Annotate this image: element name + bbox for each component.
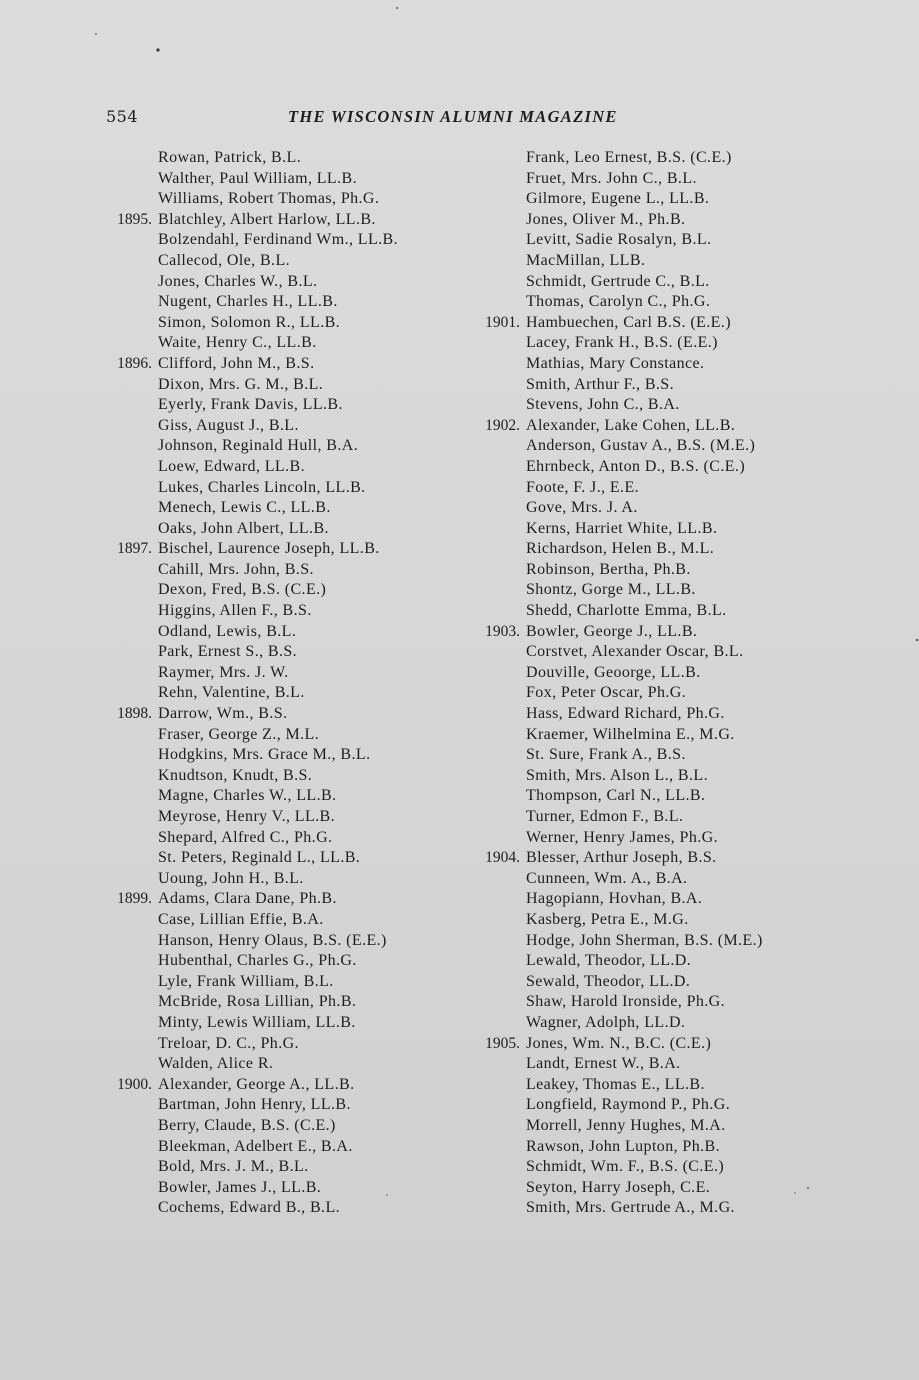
graduate-entry: Wagner, Adolph, LL.D. xyxy=(526,1013,686,1031)
graduate-entry: Hodge, John Sherman, B.S. (M.E.) xyxy=(526,931,763,949)
graduate-entry: Levitt, Sadie Rosalyn, B.L. xyxy=(526,231,712,249)
graduate-list xyxy=(158,210,448,354)
year-group xyxy=(98,889,448,1074)
graduate-list xyxy=(526,622,826,849)
graduate-list xyxy=(158,148,448,210)
graduate-entry: Kasberg, Petra E., M.G. xyxy=(526,910,689,928)
graduate-entry: Hambuechen, Carl B.S. (E.E.) xyxy=(526,313,731,331)
graduate-entry: Kraemer, Wilhelmina E., M.G. xyxy=(526,725,735,743)
graduate-entry: Shepard, Alfred C., Ph.G. xyxy=(158,828,333,846)
year-group xyxy=(466,313,826,416)
year-group xyxy=(98,1075,448,1219)
graduate-entry: Richardson, Helen B., M.L. xyxy=(526,540,715,558)
graduate-entry: Knudtson, Knudt, B.S. xyxy=(158,766,313,784)
graduate-entry: Foote, F. J., E.E. xyxy=(526,478,640,496)
graduate-entry: Treloar, D. C., Ph.G. xyxy=(158,1034,299,1052)
graduate-entry: Alexander, George A., LL.B. xyxy=(158,1075,355,1093)
graduate-entry: Magne, Charles W., LL.B. xyxy=(158,787,337,805)
graduate-entry: Shaw, Harold Ironside, Ph.G. xyxy=(526,993,726,1011)
graduate-entry: Berry, Claude, B.S. (C.E.) xyxy=(158,1116,336,1134)
graduate-entry: Walden, Alice R. xyxy=(158,1055,274,1073)
graduate-list xyxy=(526,313,826,416)
graduate-entry: Lyle, Frank William, B.L. xyxy=(158,972,334,990)
graduate-entry: Douville, Geoorge, LL.B. xyxy=(526,663,701,681)
graduate-entry: Bold, Mrs. J. M., B.L. xyxy=(158,1158,309,1176)
graduate-entry: Park, Ernest S., B.S. xyxy=(158,643,298,661)
graduate-entry: Waite, Henry C., LL.B. xyxy=(158,334,317,352)
graduate-entry: Anderson, Gustav A., B.S. (M.E.) xyxy=(526,437,756,455)
graduate-entry: Robinson, Bertha, Ph.B. xyxy=(526,560,691,578)
graduate-entry: Ehrnbeck, Anton D., B.S. (C.E.) xyxy=(526,457,746,475)
year-label: 1895. xyxy=(117,210,152,228)
graduate-entry: Uoung, John H., B.L. xyxy=(158,869,304,887)
graduate-entry: Loew, Edward, LL.B. xyxy=(158,457,305,475)
graduate-entry: Bolzendahl, Ferdinand Wm., LL.B. xyxy=(158,231,399,249)
graduate-entry: Morrell, Jenny Hughes, M.A. xyxy=(526,1116,726,1134)
graduate-entry: Thomas, Carolyn C., Ph.G. xyxy=(526,293,711,311)
graduate-entry: Bartman, John Henry, LL.B. xyxy=(158,1096,351,1114)
graduate-entry: Hanson, Henry Olaus, B.S. (E.E.) xyxy=(158,931,387,949)
graduate-entry: Dexon, Fred, B.S. (C.E.) xyxy=(158,581,327,599)
graduate-entry: Gove, Mrs. J. A. xyxy=(526,499,638,517)
graduate-entry: Smith, Mrs. Alson L., B.L. xyxy=(526,766,708,784)
graduate-list xyxy=(158,354,448,539)
graduate-entry: Nugent, Charles H., LL.B. xyxy=(158,293,338,311)
graduate-entry: Kerns, Harriet White, LL.B. xyxy=(526,519,718,537)
year-group xyxy=(98,148,448,210)
graduate-entry: Dixon, Mrs. G. M., B.L. xyxy=(158,375,324,393)
graduate-entry: Cochems, Edward B., B.L. xyxy=(158,1199,341,1217)
graduate-entry: McBride, Rosa Lillian, Ph.B. xyxy=(158,993,357,1011)
year-label: 1897. xyxy=(117,540,152,558)
year-label: 1903. xyxy=(485,622,520,640)
graduate-entry: Fraser, George Z., M.L. xyxy=(158,725,320,743)
year-label: 1896. xyxy=(117,354,152,372)
graduate-list xyxy=(158,539,448,704)
graduate-entry: Bleekman, Adelbert E., B.A. xyxy=(158,1137,353,1155)
year-group xyxy=(98,210,448,354)
graduate-list xyxy=(526,848,826,1033)
graduate-list xyxy=(158,704,448,889)
graduate-entry: Jones, Oliver M., Ph.B. xyxy=(526,210,686,228)
graduate-entry: Giss, August J., B.L. xyxy=(158,416,299,434)
graduate-list xyxy=(526,1034,826,1219)
page-header xyxy=(0,107,919,129)
graduate-entry: Williams, Robert Thomas, Ph.G. xyxy=(158,190,380,208)
graduate-entry: Bowler, George J., LL.B. xyxy=(526,622,698,640)
graduate-entry: Thompson, Carl N., LL.B. xyxy=(526,787,706,805)
graduate-entry: Jones, Wm. N., B.C. (C.E.) xyxy=(526,1034,712,1052)
graduate-entry: Adams, Clara Dane, Ph.B. xyxy=(158,890,337,908)
year-group xyxy=(466,848,826,1033)
graduate-list xyxy=(526,148,826,313)
year-label xyxy=(98,148,152,169)
graduate-entry: Blatchley, Albert Harlow, LL.B. xyxy=(158,210,376,228)
graduate-entry: Minty, Lewis William, LL.B. xyxy=(158,1013,356,1031)
graduate-entry: Bischel, Laurence Joseph, LL.B. xyxy=(158,540,380,558)
graduate-entry: Hagopiann, Hovhan, B.A. xyxy=(526,890,703,908)
graduate-entry: Bowler, James J., LL.B. xyxy=(158,1178,322,1196)
running-title: THE WISCONSIN ALUMNI MAGAZINE xyxy=(288,107,618,126)
graduate-entry: MacMillan, LLB. xyxy=(526,251,646,269)
graduate-entry: Cahill, Mrs. John, B.S. xyxy=(158,560,314,578)
graduate-entry: Seyton, Harry Joseph, C.E. xyxy=(526,1178,711,1196)
graduate-entry: Gilmore, Eugene L., LL.B. xyxy=(526,190,710,208)
graduate-entry: Corstvet, Alexander Oscar, B.L. xyxy=(526,643,744,661)
graduate-entry: Hubenthal, Charles G., Ph.G. xyxy=(158,952,357,970)
year-group xyxy=(466,148,826,313)
year-group xyxy=(466,416,826,622)
graduate-entry: Walther, Paul William, LL.B. xyxy=(158,169,357,187)
year-label: 1901. xyxy=(485,313,520,331)
graduate-list xyxy=(526,416,826,622)
graduate-entry: Simon, Solomon R., LL.B. xyxy=(158,313,341,331)
graduate-entry: Fox, Peter Oscar, Ph.G. xyxy=(526,684,687,702)
year-group xyxy=(466,622,826,849)
graduate-entry: Smith, Mrs. Gertrude A., M.G. xyxy=(526,1199,735,1217)
graduate-entry: Oaks, John Albert, LL.B. xyxy=(158,519,329,537)
graduate-entry: Schmidt, Wm. F., B.S. (C.E.) xyxy=(526,1158,725,1176)
graduate-entry: Alexander, Lake Cohen, LL.B. xyxy=(526,416,736,434)
graduate-entry: Blesser, Arthur Joseph, B.S. xyxy=(526,849,717,867)
left-column xyxy=(98,148,448,1219)
graduate-entry: Shontz, Gorge M., LL.B. xyxy=(526,581,696,599)
year-label: 1905. xyxy=(485,1034,520,1052)
year-group xyxy=(466,1034,826,1219)
graduate-entry: Fruet, Mrs. John C., B.L. xyxy=(526,169,697,187)
graduate-entry: Jones, Charles W., B.L. xyxy=(158,272,318,290)
graduate-entry: Rowan, Patrick, B.L. xyxy=(158,149,302,166)
graduate-entry: Callecod, Ole, B.L. xyxy=(158,251,291,269)
graduate-entry: St. Peters, Reginald L., LL.B. xyxy=(158,849,361,867)
year-label: 1898. xyxy=(117,705,152,723)
graduate-entry: Hass, Edward Richard, Ph.G. xyxy=(526,705,725,723)
graduate-entry: Lacey, Frank H., B.S. (E.E.) xyxy=(526,334,718,352)
year-label: 1900. xyxy=(117,1075,152,1093)
graduate-entry: Case, Lillian Effie, B.A. xyxy=(158,910,324,928)
graduate-entry: Darrow, Wm., B.S. xyxy=(158,705,288,723)
graduate-entry: Rawson, John Lupton, Ph.B. xyxy=(526,1137,720,1155)
graduate-entry: Longfield, Raymond P., Ph.G. xyxy=(526,1096,731,1114)
graduate-entry: Cunneen, Wm. A., B.A. xyxy=(526,869,688,887)
year-group xyxy=(98,704,448,889)
right-column xyxy=(466,148,826,1219)
graduate-entry: Landt, Ernest W., B.A. xyxy=(526,1055,681,1073)
year-label xyxy=(466,148,520,169)
graduate-entry: Frank, Leo Ernest, B.S. (C.E.) xyxy=(526,149,732,166)
year-group xyxy=(98,354,448,539)
year-label: 1899. xyxy=(117,890,152,908)
year-label: 1904. xyxy=(485,849,520,867)
graduate-entry: Hodgkins, Mrs. Grace M., B.L. xyxy=(158,746,371,764)
page-number: 554 xyxy=(106,107,139,126)
graduate-entry: Raymer, Mrs. J. W. xyxy=(158,663,289,681)
graduate-entry: Sewald, Theodor, LL.D. xyxy=(526,972,691,990)
graduate-entry: Turner, Edmon F., B.L. xyxy=(526,808,684,825)
year-label: 1902. xyxy=(485,416,520,434)
graduate-entry: Lukes, Charles Lincoln, LL.B. xyxy=(158,478,366,496)
graduate-entry: Johnson, Reginald Hull, B.A. xyxy=(158,437,359,455)
graduate-entry: Higgins, Allen F., B.S. xyxy=(158,602,312,620)
graduate-entry: Lewald, Theodor, LL.D. xyxy=(526,952,692,970)
graduate-entry: Clifford, John M., B.S. xyxy=(158,354,315,372)
graduate-entry: Smith, Arthur F., B.S. xyxy=(526,375,674,393)
graduate-entry: Rehn, Valentine, B.L. xyxy=(158,684,305,702)
graduate-entry: Mathias, Mary Constance. xyxy=(526,354,705,372)
graduate-entry: Leakey, Thomas E., LL.B. xyxy=(526,1075,705,1093)
graduate-entry: Shedd, Charlotte Emma, B.L. xyxy=(526,602,727,620)
graduate-entry: Meyrose, Henry V., LL.B. xyxy=(158,808,335,825)
year-group xyxy=(98,539,448,704)
graduate-entry: St. Sure, Frank A., B.S. xyxy=(526,746,686,764)
graduate-entry: Werner, Henry James, Ph.G. xyxy=(526,828,718,846)
graduate-entry: Odland, Lewis, B.L. xyxy=(158,622,297,640)
graduate-entry: Stevens, John C., B.A. xyxy=(526,396,680,414)
graduate-entry: Schmidt, Gertrude C., B.L. xyxy=(526,272,710,290)
graduate-list xyxy=(158,889,448,1074)
graduate-entry: Menech, Lewis C., LL.B. xyxy=(158,499,331,517)
graduate-entry: Eyerly, Frank Davis, LL.B. xyxy=(158,396,343,414)
graduate-list xyxy=(158,1075,448,1219)
